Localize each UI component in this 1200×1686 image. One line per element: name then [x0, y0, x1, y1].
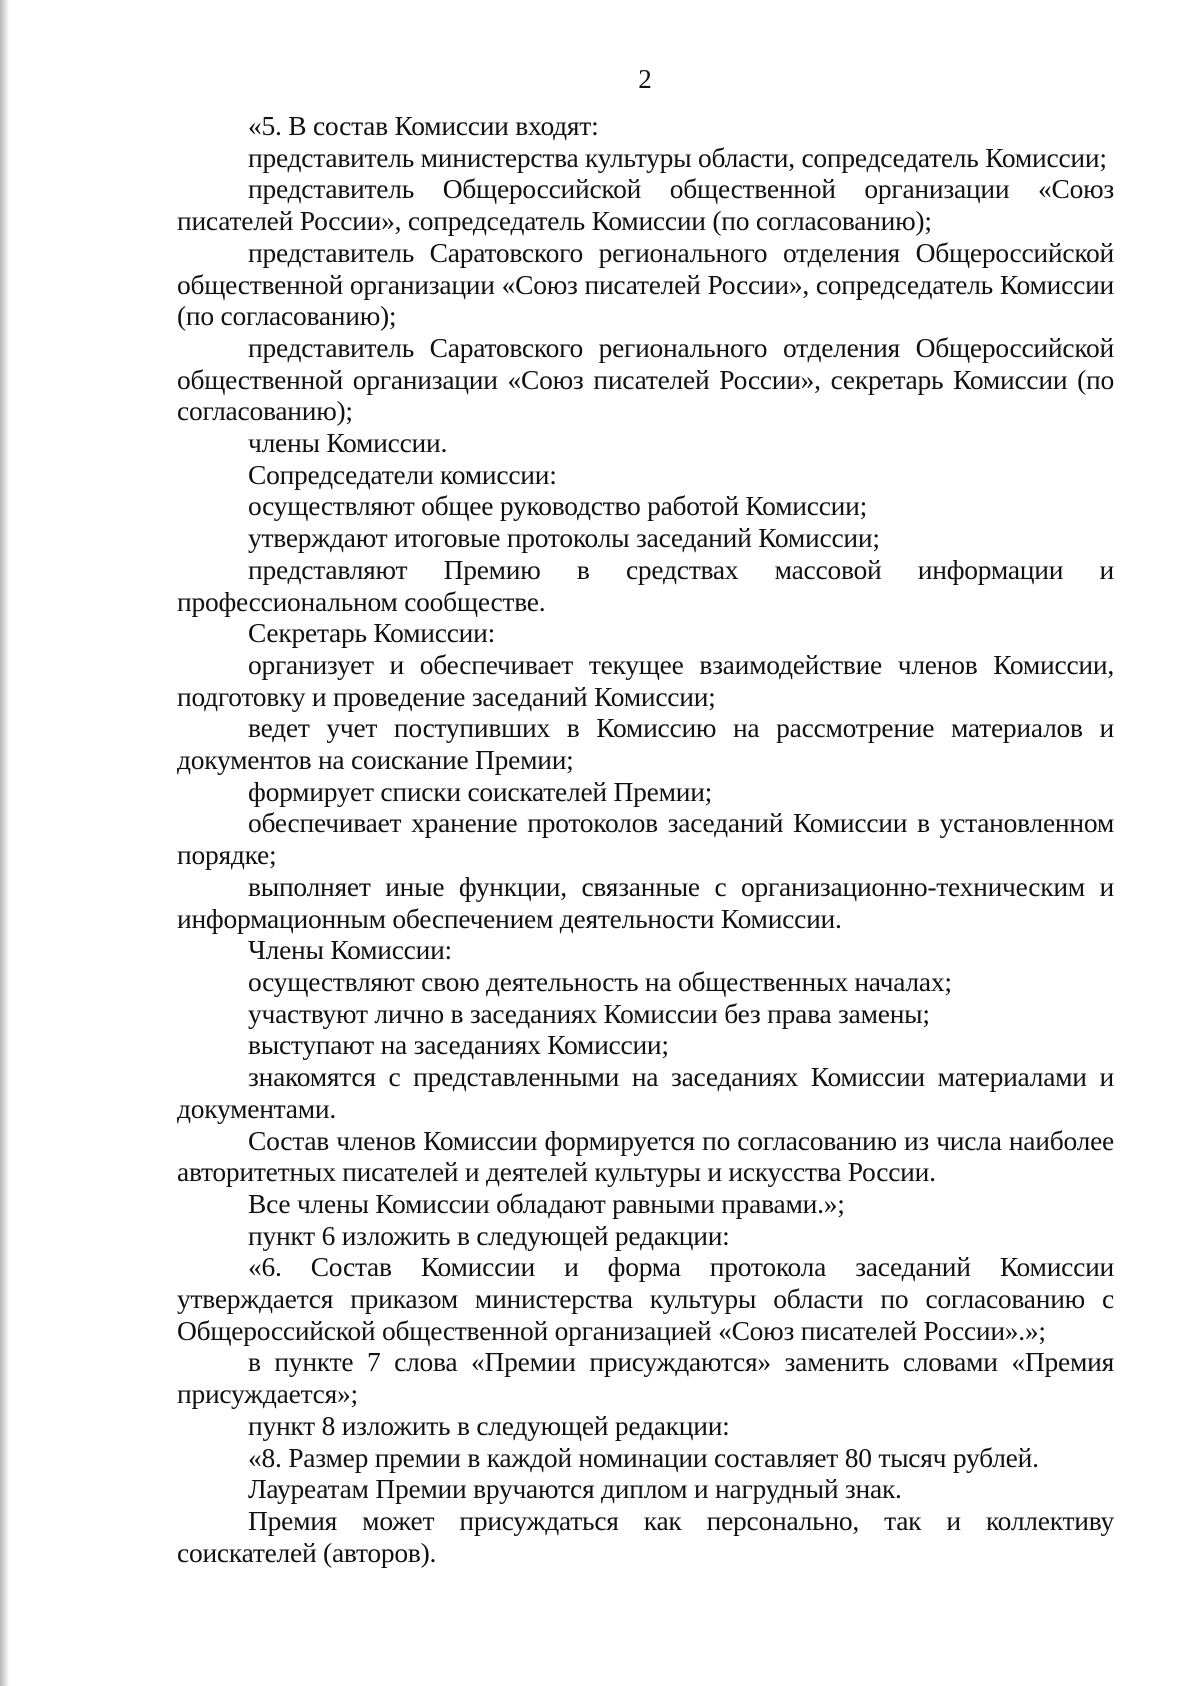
paragraph-secretary-heading: Секретарь Комиссии:	[248, 617, 495, 649]
paragraph-writers-union-representative: представитель Общероссийской общественной организации «Союз писателей России», сопредседатель Комиссии (по согласованию);	[177, 173, 1114, 237]
paragraph-item-8-instruction: пункт 8 изложить в следующей редакции:	[248, 1409, 730, 1441]
paragraph-item-8-prize-amount: «8. Размер премии в каждой номинации составляет 80 тысяч рублей.	[248, 1441, 1039, 1473]
paragraph-cochairs-approve-protocols: утверждают итоговые протоколы заседаний Комиссии;	[248, 522, 880, 554]
paragraph-secretary-storage: обеспечивает хранение протоколов заседаний Комиссии в установленном порядке;	[177, 807, 1114, 871]
paragraph-members-formation: Состав членов Комиссии формируется по согласованию из числа наиболее авторитетных писателей и деятелей культуры и искусства России.	[177, 1124, 1114, 1188]
paragraph-cochairs-present-prize: представляют Премию в средствах массовой информации и профессиональном сообществе.	[177, 553, 1114, 617]
paragraph-item-6-text: «6. Состав Комиссии и форма протокола заседаний Комиссии утверждается приказом министерства культуры области по согласованию с Общероссийской общественной организацией «Союз писателей России».»;	[177, 1251, 1114, 1346]
paragraph-members-equal-rights: Все члены Комиссии обладают равными правами.»;	[248, 1187, 845, 1219]
paragraph-members-personal-participation: участвуют лично в заседаниях Комиссии без права замены;	[248, 997, 930, 1029]
paragraph-saratov-branch-secretary: представитель Саратовского регионального отделения Общероссийской общественной организации «Союз писателей России», секретарь Комиссии (по согласованию);	[177, 331, 1114, 427]
paragraph-commission-members: члены Комиссии.	[248, 427, 448, 459]
paragraph-members-heading: Члены Комиссии:	[248, 934, 452, 966]
paragraph-commission-composition-heading: «5. В состав Комиссии входят:	[248, 110, 599, 141]
paragraph-item-8-collective-award: Премия может присуждаться как персонально, так и коллективу соискателей (авторов).	[177, 1504, 1114, 1568]
paragraph-ministry-representative: представитель министерства культуры области, сопредседатель Комиссии;	[248, 141, 1107, 173]
paragraph-secretary-records: ведет учет поступивших в Комиссию на рассмотрение материалов и документов на соискание Премии;	[177, 712, 1114, 776]
page-number: 2	[638, 64, 652, 94]
paragraph-item-7-instruction: в пункте 7 слова «Премии присуждаются» заменить словами «Премия присуждается»;	[177, 1346, 1114, 1410]
paragraph-members-speak: выступают на заседаниях Комиссии;	[248, 1029, 669, 1061]
paragraph-item-8-diploma: Лауреатам Премии вручаются диплом и нагрудный знак.	[248, 1473, 902, 1505]
document-body	[177, 110, 1114, 1568]
paragraph-cochairs-general-management: осуществляют общее руководство работой Комиссии;	[248, 490, 867, 522]
paragraph-saratov-branch-cochair: представитель Саратовского регионального отделения Общероссийской общественной организации «Союз писателей России», сопредседатель Комиссии (по согласованию);	[177, 236, 1114, 332]
paragraph-secretary-lists: формирует списки соискателей Премии;	[248, 775, 713, 807]
paragraph-secretary-other-functions: выполняет иные функции, связанные с организационно-техническим и информационным обеспечением деятельности Комиссии.	[177, 870, 1114, 934]
paragraph-members-voluntary: осуществляют свою деятельность на общественных началах;	[248, 965, 952, 997]
paragraph-cochairs-heading: Сопредседатели комиссии:	[248, 458, 557, 490]
paragraph-secretary-organizes: организует и обеспечивает текущее взаимодействие членов Комиссии, подготовку и проведение заседаний Комиссии;	[177, 648, 1114, 712]
paragraph-item-6-instruction: пункт 6 изложить в следующей редакции:	[248, 1219, 730, 1251]
scan-edge-shadow	[0, 0, 9, 1686]
paragraph-members-review-materials: знакомятся с представленными на заседаниях Комиссии материалами и документами.	[177, 1061, 1114, 1124]
